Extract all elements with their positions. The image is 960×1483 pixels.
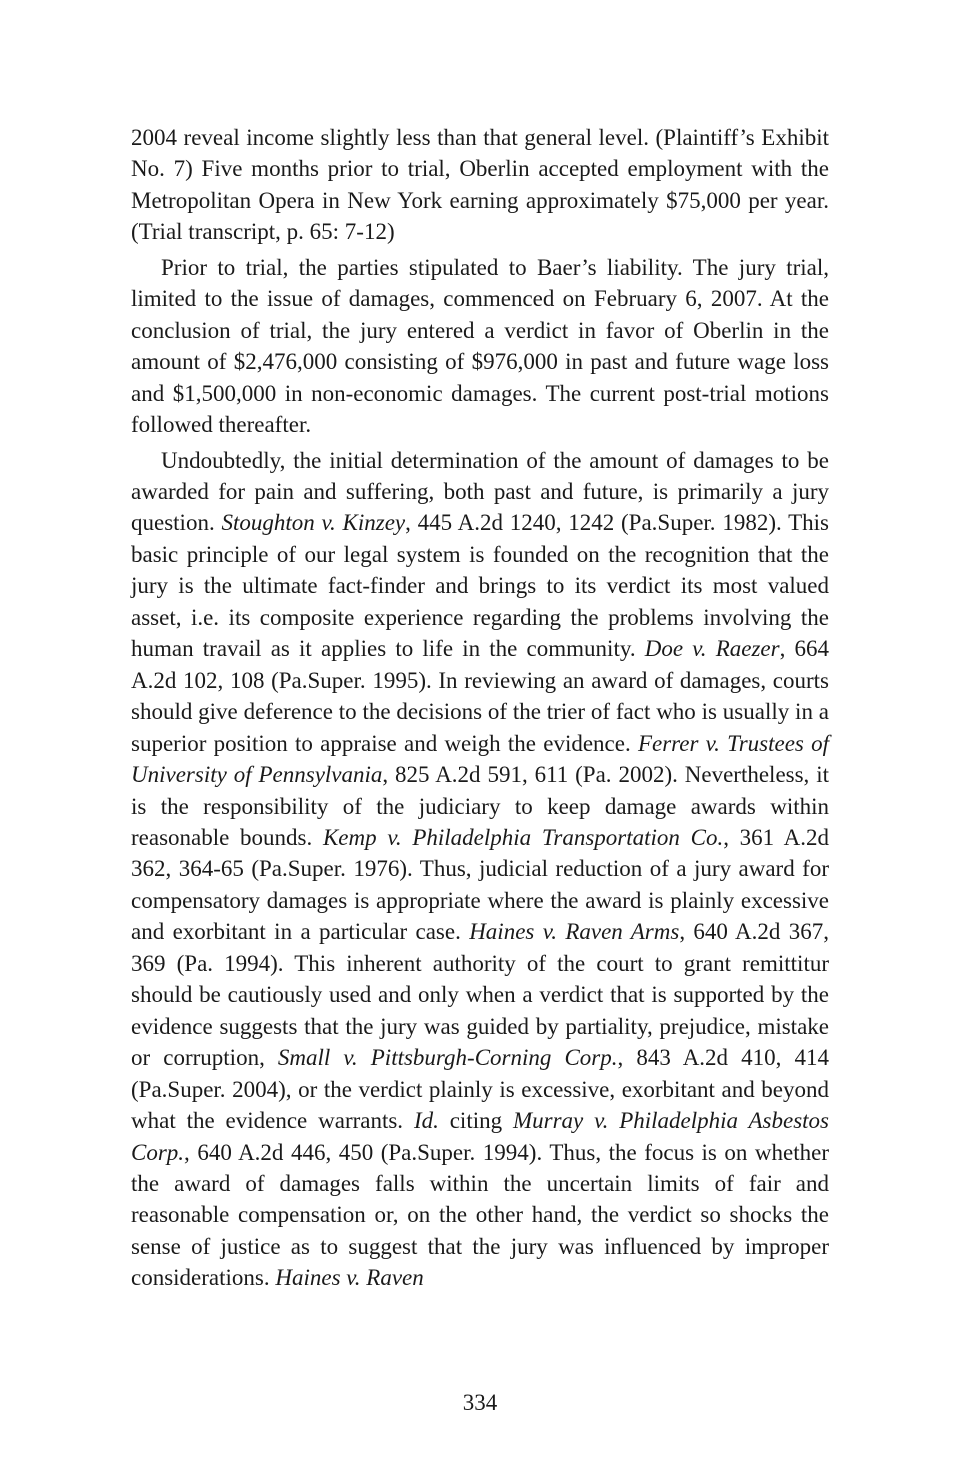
case-citation: Murray v. Philadelphia Asbestos Corp. xyxy=(131,1108,829,1165)
paragraph-text: 2004 reveal income slightly less than that general level. (Plaintiff’s Exhibit No. 7) Five months prior to trial, Oberlin accepted employment with the Metropolitan Opera in New York earning approximately $75,000 per year. (Trial transcript, p. 65: 7-12) xyxy=(131,125,829,245)
paragraph xyxy=(131,122,829,248)
page-number: 334 xyxy=(462,1390,498,1415)
paragraph-text: , 445 A.2d 1240, 1242 (Pa.Super. 1982). This basic principle of our legal system is founded on the recognition that the jury is the ultimate fact-finder and brings to its verdict its most valued asset, i.e. its composite experience regarding the problems involving the human travail as it applies to life in the community. xyxy=(131,510,829,662)
case-citation: Ferrer v. Trustees of University of Pennsylvania xyxy=(131,730,829,788)
case-citation: Haines v. Raven xyxy=(275,1265,424,1291)
case-citation: Stoughton v. Kinzey xyxy=(221,510,406,536)
paragraph-text: , 361 A.2d 362, 364-65 (Pa.Super. 1976). Thus, judicial reduction of a jury award for compensatory damages is appropriate where the award is plainly excessive and exorbitant in a particular case. xyxy=(131,824,829,945)
paragraph-text: , 825 A.2d 591, 611 (Pa. 2002). Nevertheless, it is the responsibility of the judiciary to keep damage awards within reasonable bounds. xyxy=(131,762,829,850)
paragraph xyxy=(131,252,829,441)
paragraph-text: , 640 A.2d 446, 450 (Pa.Super. 1994). Thus, the focus is on whether the award of damages falls within the uncertain limits of fair and reasonable compensation or, on the other hand, the verdict so shocks the sense of justice as to suggest that the jury was influenced by improper considerations. xyxy=(131,1139,829,1291)
case-citation: Doe v. Raezer xyxy=(644,636,780,662)
paragraph xyxy=(131,445,829,1294)
paragraph-text: , 640 A.2d 367, 369 (Pa. 1994). This inherent authority of the court to grant remittitur should be cautiously used and only when a verdict that is supported by the evidence suggests that the jury was guided by partiality, prejudice, mistake or corruption, xyxy=(131,919,829,1071)
case-citation: Id. xyxy=(413,1108,439,1134)
document-body xyxy=(131,122,829,1294)
paragraph-text: citing xyxy=(438,1108,513,1134)
paragraph-text: Prior to trial, the parties stipulated to Baer’s liability. The jury trial, limited to the issue of damages, commenced on February 6, 2007. At the conclusion of trial, the jury entered a verdict in favor of Oberlin in the amount of $2,476,000 consisting of $976,000 in past and future wage loss and $1,500,000 in non-economic damages. The current post-trial motions followed thereafter. xyxy=(131,254,829,438)
paragraph-text: , 664 A.2d 102, 108 (Pa.Super. 1995). In reviewing an award of damages, courts should give deference to the decisions of the trier of fact who is usually in a superior position to appraise and weigh the evidence. xyxy=(131,636,829,756)
case-citation: Haines v. Raven Arms xyxy=(469,919,680,945)
case-citation: Kemp v. Philadelphia Transportation Co. xyxy=(322,824,724,850)
paragraph-text: , 843 A.2d 410, 414 (Pa.Super. 2004), or the verdict plainly is excessive, exorbitant and beyond what the evidence warrants. xyxy=(131,1045,830,1134)
paragraph-text: Undoubtedly, the initial determination of the amount of damages to be awarded for pain and suffering, both past and future, is primarily a jury question. xyxy=(131,447,829,536)
case-citation: Small v. Pittsburgh-Corning Corp. xyxy=(277,1045,618,1071)
